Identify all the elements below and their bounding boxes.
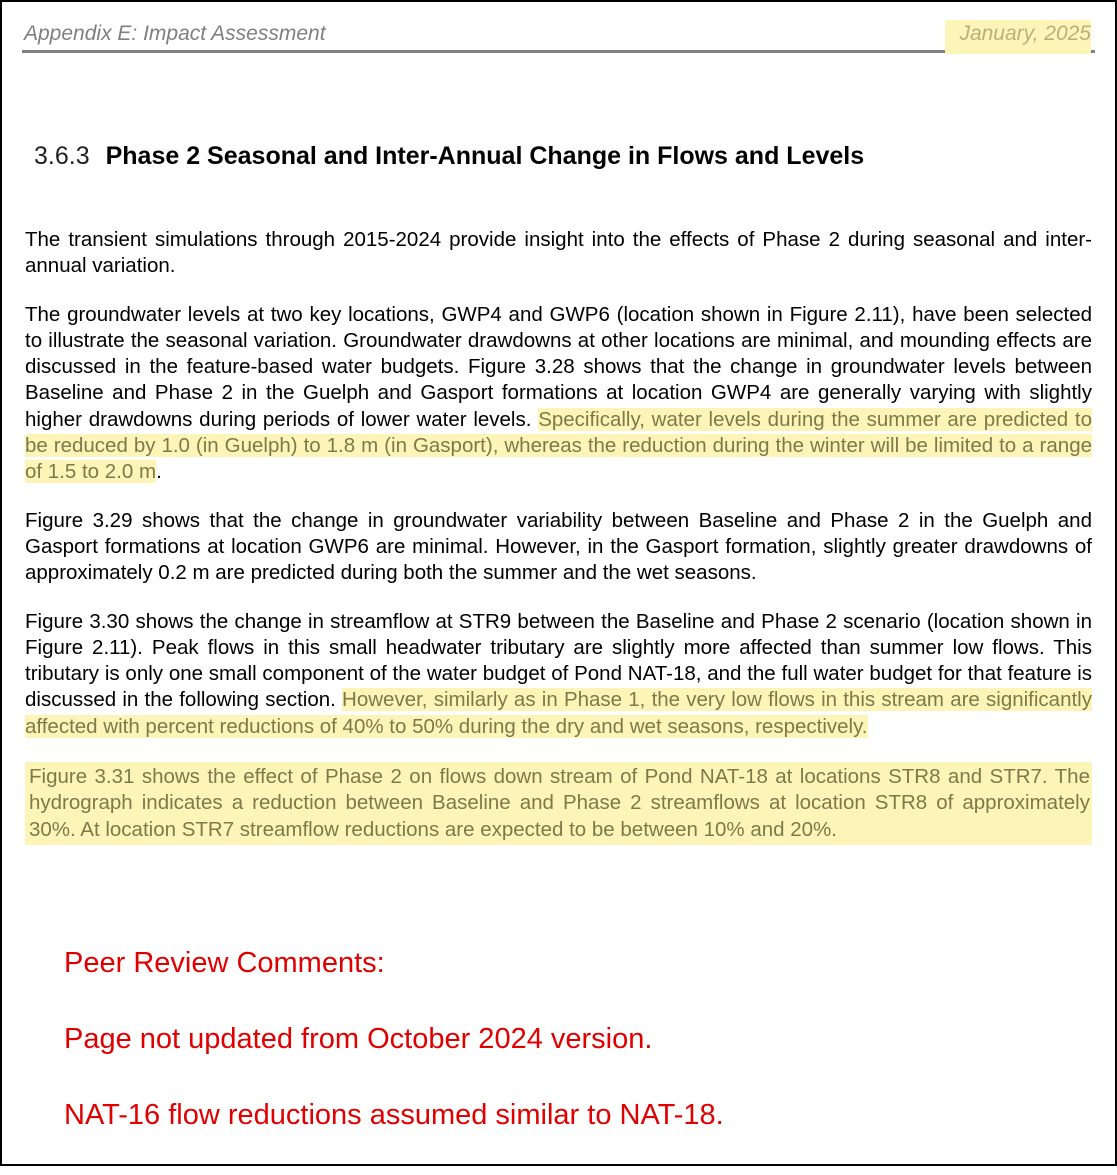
paragraph-intro: The transient simulations through 2015-2024 provide insight into the effects of Phase 2 during seasonal and inter-annual variation. [25, 228, 1092, 278]
paragraph-groundwater-levels [25, 302, 1092, 486]
paragraph-text: Figure 3.30 shows the change in streamflow at STR9 between the Baseline and Phase 2 scenario (location shown in Figure 2.11). Peak flows in this small headwater tributary are slightly more affected than summer low flows. This tributary is only one small component of the water budget of Pond NAT-18, and the full water budget for that feature is discussed in the following section. [25, 609, 1092, 712]
paragraph-gwp6: Figure 3.29 shows that the change in groundwater variability between Baseline and Phase 2 in the Guelph and Gasport formations at location GWP6 are minimal. However, in the Gasport formation, slightly greater drawdowns of approximately 0.2 m are predicted during both the summer and the wet seasons. [25, 508, 1092, 585]
comment-item: NAT-16 flow reductions assumed similar to NAT-18. [64, 1099, 724, 1131]
paragraph-text: The groundwater levels at two key locations, GWP4 and GWP6 (location shown in Figure 2.11), have been selected to illustrate the seasonal variation. Groundwater drawdowns at other locations are minimal, and mounding effects are discussed in the feature-based water budgets. Figure 3.28 shows that the change in groundwater levels between Baseline and Phase 2 in the Guelph and Gasport formations at location GWP4 are generally varying with slightly higher drawdowns during periods of lower water levels. [25, 302, 1092, 431]
page-header [22, 20, 1095, 53]
body-text [25, 227, 1092, 867]
comment-heading: Peer Review Comments: [64, 947, 385, 979]
paragraph-str8-str7-highlighted: Figure 3.31 shows the effect of Phase 2 on flows down stream of Pond NAT-18 at locations STR8 and STR7. The hydrograph indicates a reduction between Baseline and Phase 2 streamflows at location STR8 of approximately 30%. At location STR7 streamflow reductions are expected to be between 10% and 20%. [25, 762, 1092, 845]
section-heading [34, 142, 864, 171]
section-title: Phase 2 Seasonal and Inter-Annual Change in Flows and Levels [105, 142, 865, 170]
highlighted-text: However, similarly as in Phase 1, the very low flows in this stream are significantly affected with percent reductions of 40% to 50% during the dry and wet seasons, respectively. [25, 688, 1092, 738]
comment-item: Page not updated from October 2024 version. [64, 1023, 653, 1055]
header-date: January, 2025 [945, 20, 1091, 54]
paragraph-text: . [156, 460, 162, 484]
section-number: 3.6.3 [34, 142, 90, 170]
paragraph-str9 [25, 609, 1092, 740]
header-appendix-title: Appendix E: Impact Assessment [24, 22, 326, 45]
highlighted-text: Specifically, water levels during the summer are predicted to be reduced by 1.0 (in Guelph) to 1.8 m (in Gasport), whereas the reduction during the winter will be limited to a range of 1.5 to 2.0 m [25, 407, 1092, 484]
peer-review-comments [64, 947, 724, 1175]
